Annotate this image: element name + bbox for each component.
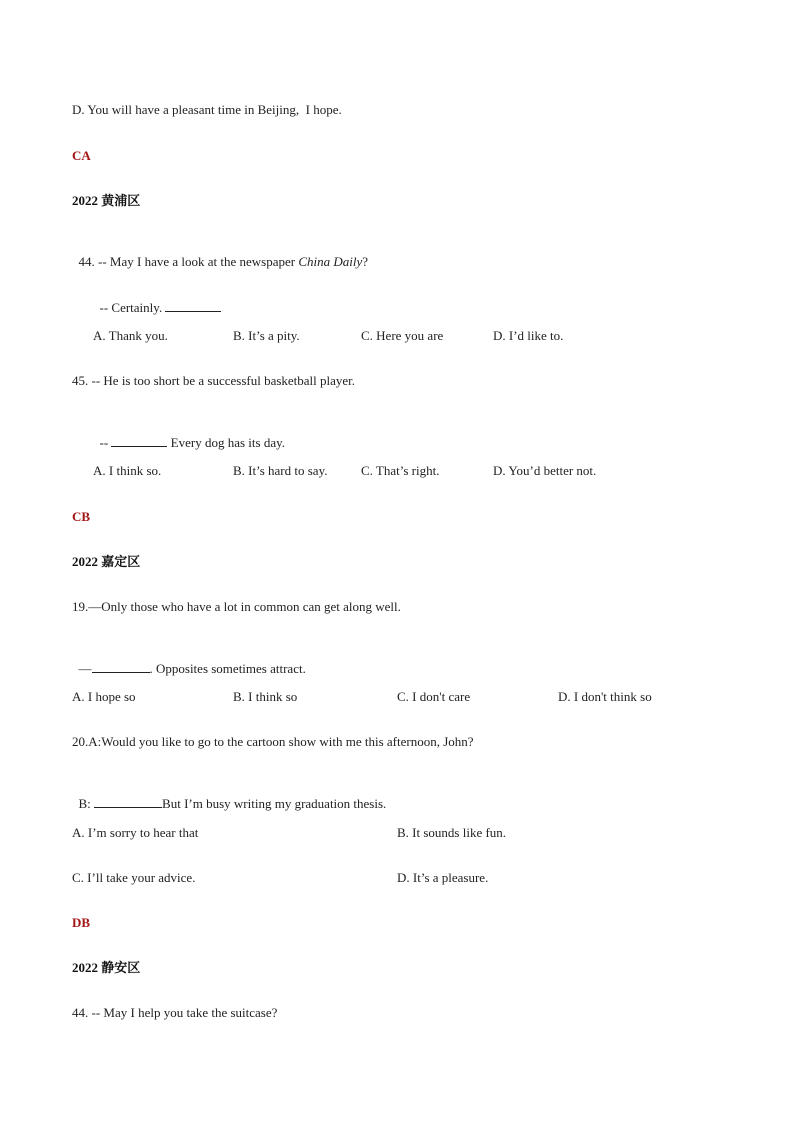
question-45-reply	[93, 418, 285, 451]
question-20-reply	[72, 779, 386, 812]
question-44-jingan: 44. -- May I help you take the suitcase?	[72, 1005, 278, 1020]
prev-option-d: D. You will have a pleasant time in Beijing, I hope.	[72, 102, 342, 117]
answer-key: CB	[72, 509, 91, 524]
answer-blank	[94, 795, 162, 808]
question-text: 44. -- May I have a look at the newspaper	[78, 254, 299, 269]
option-d: D. I don't think so	[558, 689, 652, 704]
question-20: 20.A:Would you like to go to the cartoon show with me this afternoon, John?	[72, 734, 474, 749]
reply-text: But I’m busy writing my graduation thesis.	[162, 796, 387, 811]
reply-text: -- Certainly.	[99, 300, 166, 315]
reply-prefix: —	[78, 661, 92, 676]
option-a: A. I hope so	[72, 689, 136, 704]
question-19-reply	[72, 644, 306, 677]
answer-blank	[92, 660, 150, 673]
reply-prefix: --	[99, 435, 112, 450]
answer-blank	[111, 434, 167, 447]
section-heading: 2022 静安区	[72, 960, 141, 975]
option-b: B. It sounds like fun.	[397, 825, 507, 840]
question-44	[72, 238, 368, 270]
answer-key: CA	[72, 148, 91, 163]
option-c: C. That’s right.	[361, 463, 440, 478]
section-heading: 2022 嘉定区	[72, 554, 141, 569]
option-c: C. Here you are	[361, 328, 444, 343]
option-c: C. I don't care	[397, 689, 471, 704]
question-19: 19.—Only those who have a lot in common can get along well.	[72, 599, 401, 614]
option-d: D. You’d better not.	[493, 463, 597, 478]
option-d: D. I’d like to.	[493, 328, 564, 343]
question-mark: ?	[362, 254, 369, 269]
answer-blank	[165, 299, 221, 312]
section-heading: 2022 黄浦区	[72, 193, 141, 208]
reply-text: . Opposites sometimes attract.	[149, 661, 306, 676]
question-44-reply	[93, 283, 221, 316]
option-b: B. I think so	[233, 689, 298, 704]
option-b: B. It’s hard to say.	[233, 463, 328, 478]
option-c: C. I’ll take your advice.	[72, 870, 196, 885]
newspaper-title: China Daily	[298, 254, 363, 269]
reply-prefix: B:	[78, 796, 95, 811]
question-45: 45. -- He is too short be a successful basketball player.	[72, 373, 356, 388]
answer-key: DB	[72, 915, 91, 930]
option-a: A. I’m sorry to hear that	[72, 825, 199, 840]
option-a: A. I think so.	[93, 463, 162, 478]
option-a: A. Thank you.	[93, 328, 168, 343]
option-d: D. It’s a pleasure.	[397, 870, 489, 885]
option-b: B. It’s a pity.	[233, 328, 300, 343]
reply-text: Every dog has its day.	[167, 435, 285, 450]
